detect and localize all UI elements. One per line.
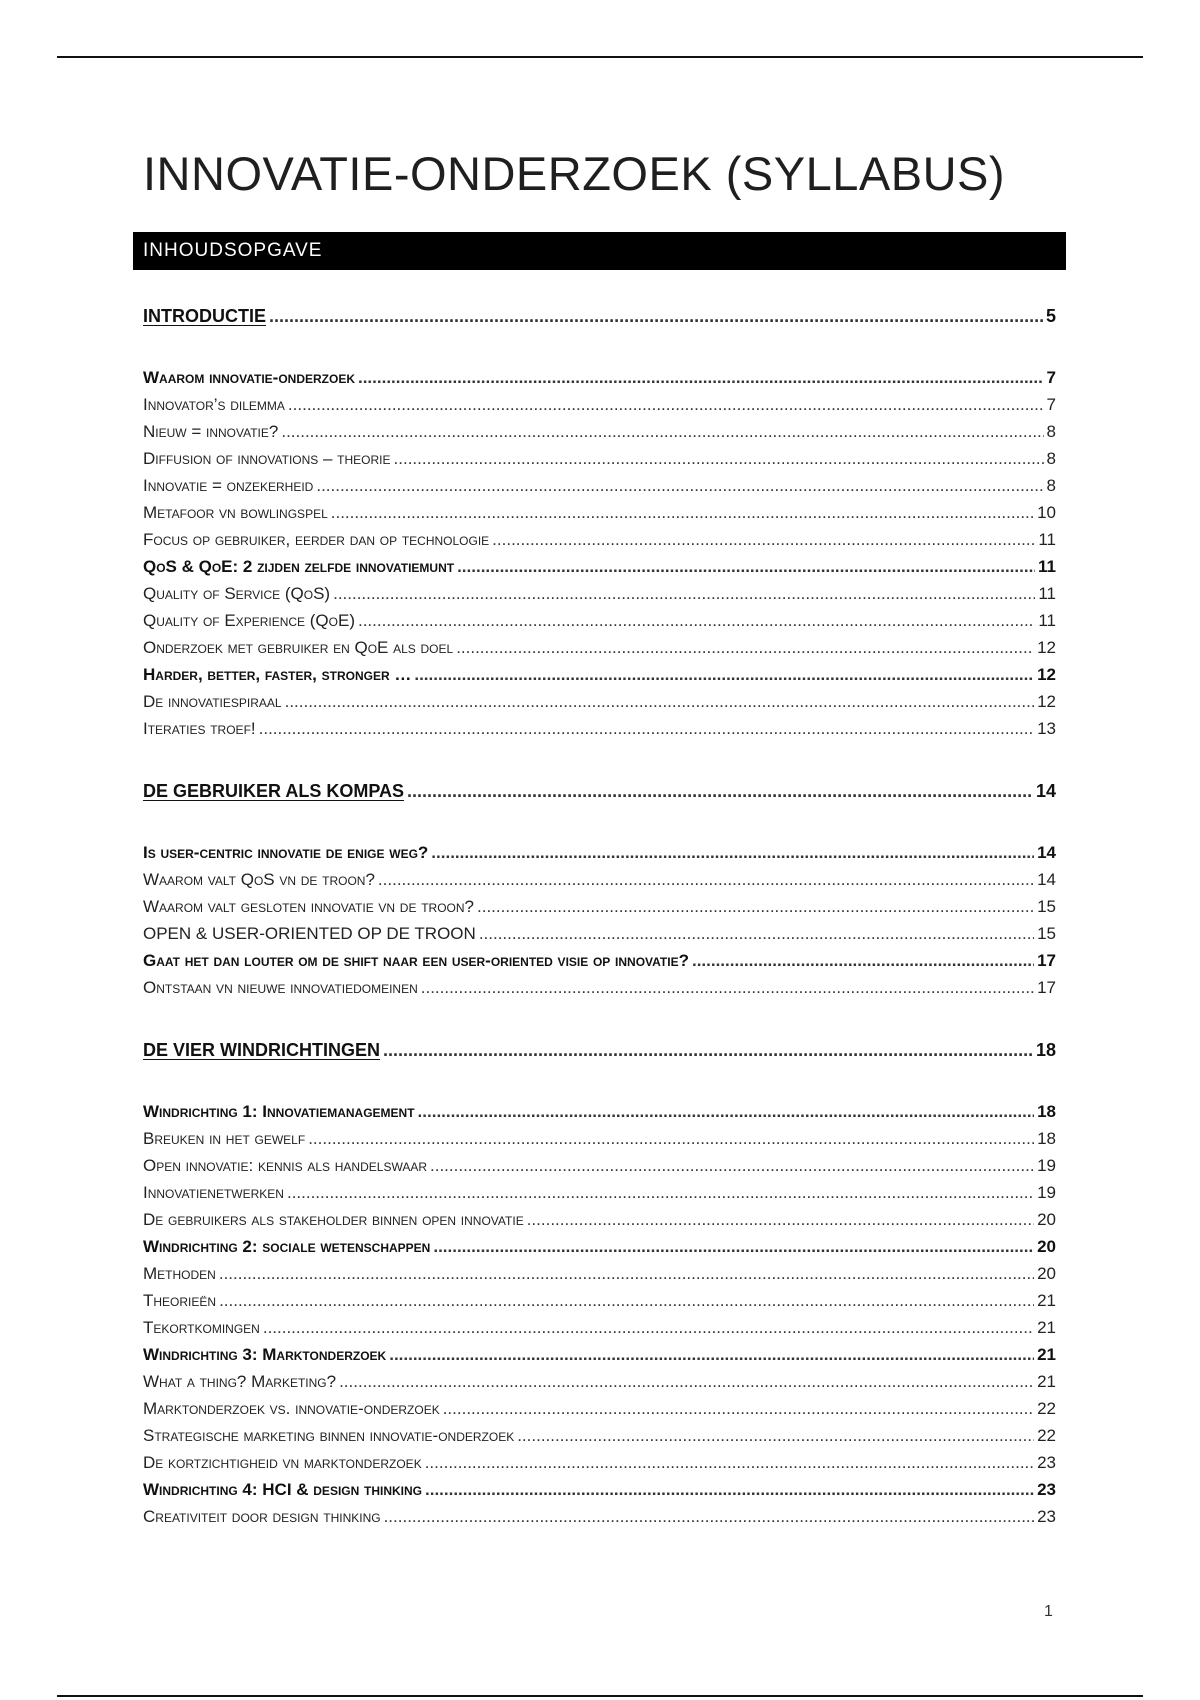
toc-entry-chapter[interactable]: DE GEBRUIKER ALS KOMPAS ..... 14 bbox=[143, 781, 1056, 808]
toc-entry[interactable]: De innovatiespiraal ..... 12 bbox=[143, 692, 1056, 719]
toc-heading: INHOUDSOPGAVE bbox=[143, 240, 323, 261]
toc-entry-chapter[interactable]: DE VIER WINDRICHTINGEN ..... 18 bbox=[143, 1040, 1056, 1067]
toc-entry[interactable]: Metafoor vn bowlingspel ..... 10 bbox=[143, 503, 1056, 530]
toc-entry-section[interactable]: Windrichting 1: Innovatiemanagement ..... 18 bbox=[143, 1102, 1056, 1129]
toc-entry[interactable]: Innovatienetwerken ..... 19 bbox=[143, 1183, 1056, 1210]
toc-entry-chapter[interactable]: INTRODUCTIE ..... 5 bbox=[143, 306, 1056, 333]
toc-entry[interactable]: Creativiteit door design thinking ..... 23 bbox=[143, 1507, 1056, 1534]
bottom-rule bbox=[57, 1695, 1143, 1697]
table-of-contents bbox=[143, 306, 1056, 1534]
page-number: 1 bbox=[1044, 1603, 1053, 1620]
toc-entry[interactable]: Breuken in het gewelf ..... 18 bbox=[143, 1129, 1056, 1156]
top-rule bbox=[57, 56, 1143, 58]
toc-entry[interactable]: What a thing? Marketing? ..... 21 bbox=[143, 1372, 1056, 1399]
toc-entry-section[interactable]: Windrichting 2: sociale wetenschappen ..... 20 bbox=[143, 1237, 1056, 1264]
toc-entry-section[interactable]: QoS & QoE: 2 zijden zelfde innovatiemunt ..... 11 bbox=[143, 557, 1056, 584]
toc-entry-section[interactable]: Gaat het dan louter om de shift naar een user-oriented visie op innovatie? ..... 17 bbox=[143, 951, 1056, 978]
toc-heading-bar bbox=[133, 232, 1066, 270]
toc-entry[interactable]: Diffusion of innovations – theorie ..... 8 bbox=[143, 449, 1056, 476]
toc-entry[interactable]: Methoden ..... 20 bbox=[143, 1264, 1056, 1291]
toc-entry[interactable]: Strategische marketing binnen innovatie-onderzoek ..... 22 bbox=[143, 1426, 1056, 1453]
toc-entry[interactable]: Marktonderzoek vs. innovatie-onderzoek ..... 22 bbox=[143, 1399, 1056, 1426]
toc-entry-section[interactable]: Is user-centric innovatie de enige weg? ..... 14 bbox=[143, 843, 1056, 870]
document-title: INNOVATIE-ONDERZOEK (SYLLABUS) bbox=[143, 147, 1006, 200]
toc-entry[interactable]: Innovatie = onzekerheid ..... 8 bbox=[143, 476, 1056, 503]
toc-entry[interactable]: Nieuw = innovatie? ..... 8 bbox=[143, 422, 1056, 449]
toc-entry-section[interactable]: Harder, better, faster, stronger … ..... 12 bbox=[143, 665, 1056, 692]
toc-entry[interactable]: Waarom valt QoS vn de troon? ..... 14 bbox=[143, 870, 1056, 897]
toc-entry[interactable]: Onderzoek met gebruiker en QoE als doel ..... 12 bbox=[143, 638, 1056, 665]
toc-entry[interactable]: Waarom valt gesloten innovatie vn de troon? ..... 15 bbox=[143, 897, 1056, 924]
toc-entry[interactable]: Ontstaan vn nieuwe innovatiedomeinen ..... 17 bbox=[143, 978, 1056, 1005]
toc-entry[interactable]: Focus op gebruiker, eerder dan op technologie ..... 11 bbox=[143, 530, 1056, 557]
toc-entry[interactable]: Iteraties troef! ..... 13 bbox=[143, 719, 1056, 746]
toc-entry[interactable]: De gebruikers als stakeholder binnen open innovatie ..... 20 bbox=[143, 1210, 1056, 1237]
toc-entry[interactable]: Quality of Service (QoS) ..... 11 bbox=[143, 584, 1056, 611]
toc-entry[interactable]: Theorieën ..... 21 bbox=[143, 1291, 1056, 1318]
toc-entry[interactable]: Quality of Experience (QoE) ..... 11 bbox=[143, 611, 1056, 638]
toc-entry-section[interactable]: Windrichting 3: Marktonderzoek ..... 21 bbox=[143, 1345, 1056, 1372]
toc-entry[interactable]: Innovator’s dilemma ..... 7 bbox=[143, 395, 1056, 422]
toc-entry[interactable]: OPEN & USER-ORIENTED OP DE TROON ..... 15 bbox=[143, 924, 1056, 951]
toc-entry[interactable]: Open innovatie: kennis als handelswaar ..... 19 bbox=[143, 1156, 1056, 1183]
toc-entry-section[interactable]: Waarom innovatie-onderzoek ..... 7 bbox=[143, 368, 1056, 395]
toc-entry[interactable]: Tekortkomingen ..... 21 bbox=[143, 1318, 1056, 1345]
toc-entry[interactable]: De kortzichtigheid vn marktonderzoek ..... 23 bbox=[143, 1453, 1056, 1480]
toc-entry-section[interactable]: Windrichting 4: HCI & design thinking ..... 23 bbox=[143, 1480, 1056, 1507]
